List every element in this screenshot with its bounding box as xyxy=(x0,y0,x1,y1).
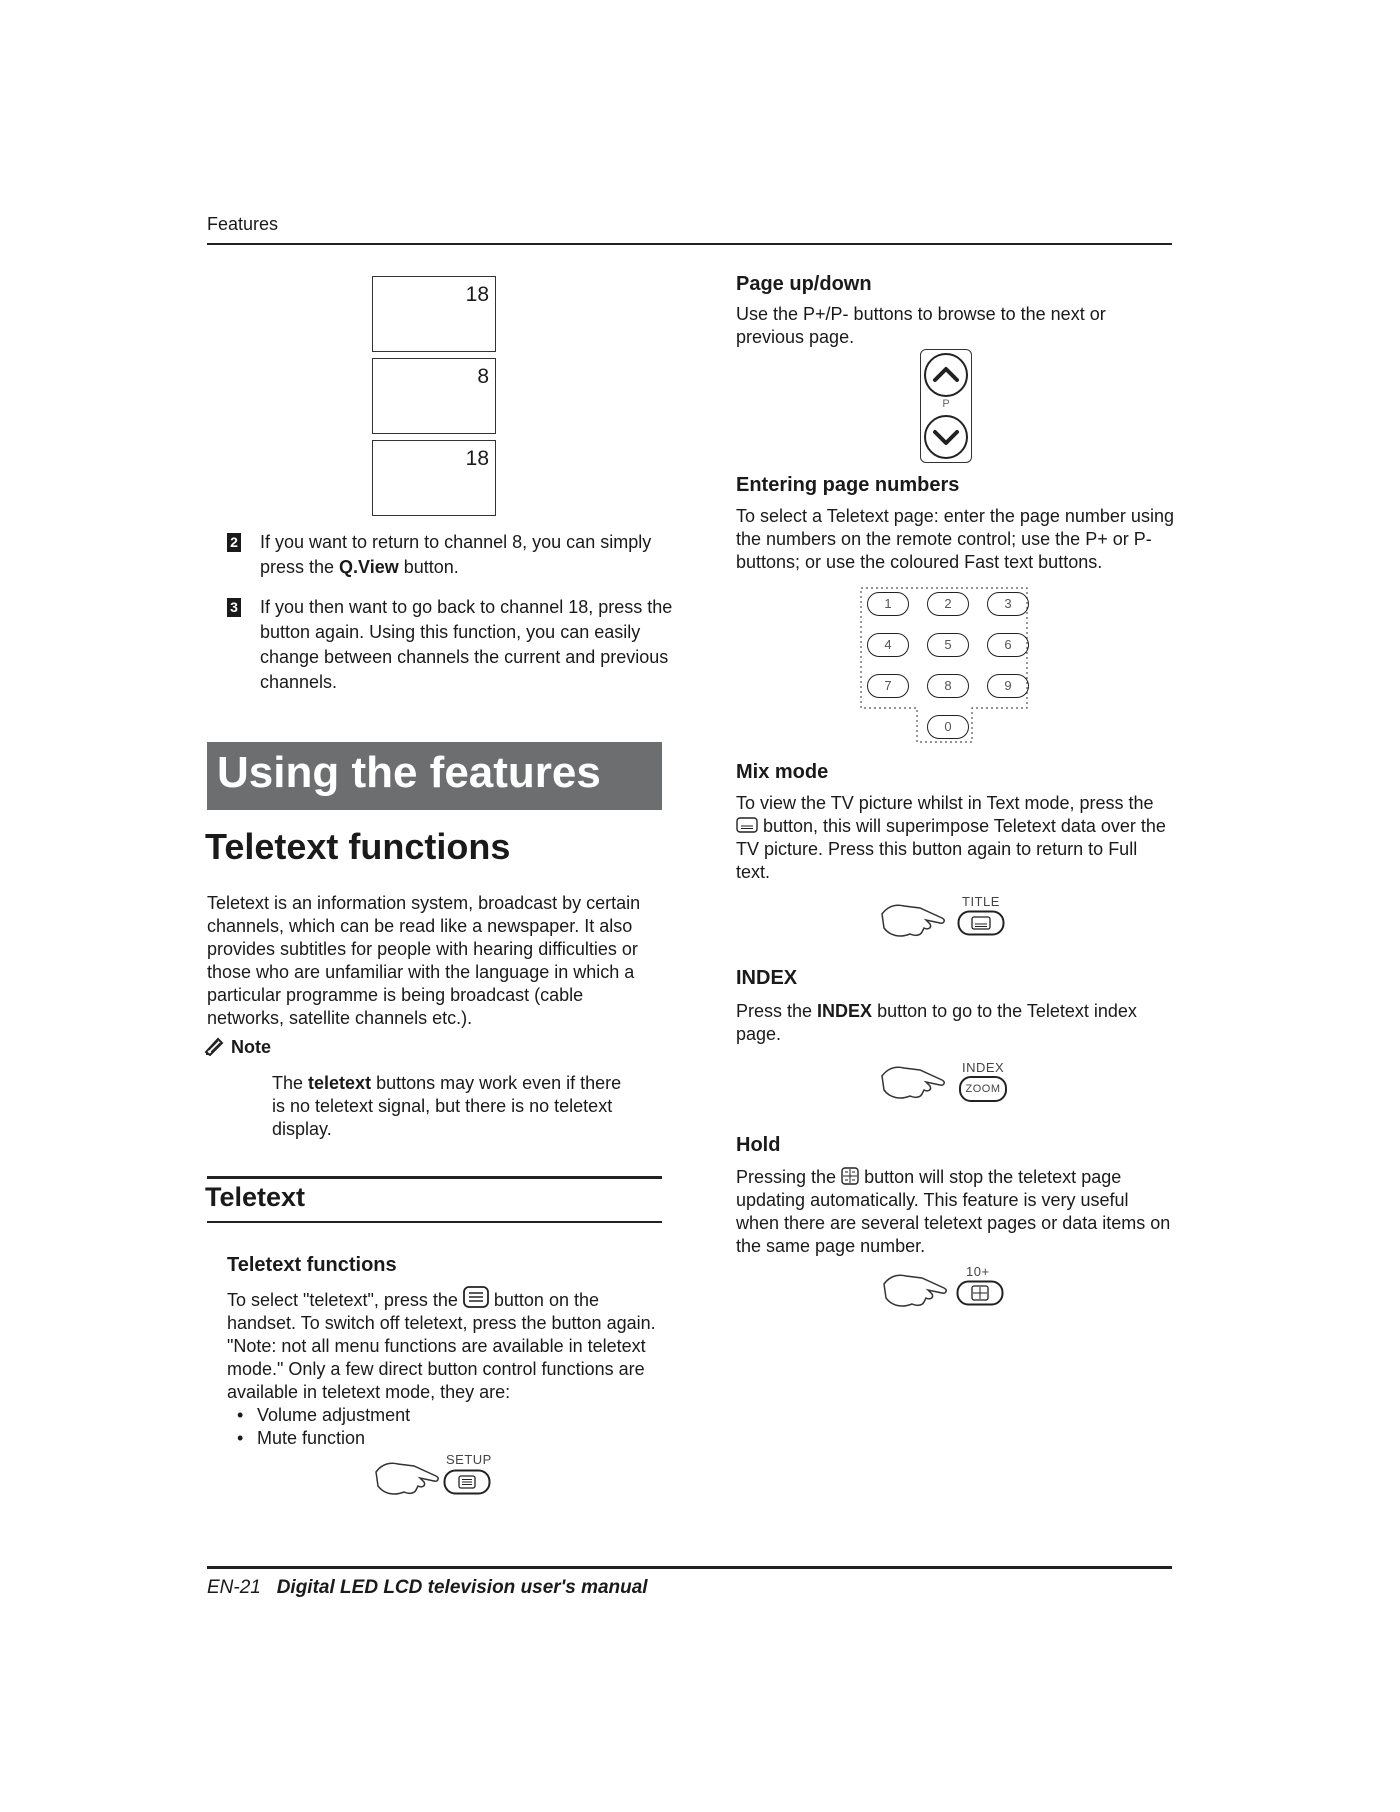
keypad-key-4: 4 xyxy=(867,633,909,657)
teletext-button-icon xyxy=(443,1469,491,1495)
teletext-icon xyxy=(463,1286,489,1308)
keypad-key-0: 0 xyxy=(927,715,969,739)
list-item: • Volume adjustment xyxy=(227,1404,667,1427)
pointing-hand-icon xyxy=(880,1062,950,1106)
step-number: 2 xyxy=(227,533,241,552)
keypad-key-9: 9 xyxy=(987,674,1029,698)
hold-text: Pressing the button will stop the teletext page updating automatically. This feature is very useful when there are several teletext pages or data items on the same page number. xyxy=(736,1167,1171,1256)
running-header: Features xyxy=(207,214,279,234)
mix-icon xyxy=(736,817,758,833)
section-rule-bottom xyxy=(207,1221,662,1223)
step-text: If you then want to go back to channel 18, press the button again. Using this function, you can easily change between channels the current and previous channels. xyxy=(260,597,673,692)
channel-box-3 xyxy=(372,440,496,516)
entering-heading: Entering page numbers xyxy=(736,474,960,496)
section-heading: Teletext xyxy=(205,1182,306,1212)
index-text: Press the INDEX button to go to the Teletext index page. xyxy=(736,1001,1137,1044)
note-heading xyxy=(204,1036,271,1058)
button-label: INDEX xyxy=(962,1060,1005,1075)
page-updown-heading: Page up/down xyxy=(736,273,872,295)
header-rule xyxy=(207,243,1172,245)
note-body: The teletext buttons may work even if there is no teletext signal, but there is no teletext display. xyxy=(272,1073,622,1139)
hold-button-illustration xyxy=(882,1264,1012,1326)
banner-title: Using the features xyxy=(217,748,601,797)
list-item: • Mute function xyxy=(227,1427,667,1450)
button-label: SETUP xyxy=(446,1452,492,1467)
subsection-body: To select "teletext", press the button on the handset. To switch off teletext, press the button again. "Note: not all menu functions are available in teletext mode." Only a few direct button control functions are available in teletext mode, they are: • Volume adjustment • Mute function xyxy=(227,1286,667,1450)
number-keypad xyxy=(857,586,1031,734)
note-label: Note xyxy=(231,1037,272,1057)
button-label: 10+ xyxy=(966,1264,990,1279)
hold-button-icon xyxy=(956,1280,1004,1306)
p-label: P xyxy=(942,398,950,410)
section-rule-top xyxy=(207,1176,662,1179)
step-number: 3 xyxy=(227,598,241,617)
section-banner xyxy=(207,742,662,810)
bullet-list xyxy=(227,1404,667,1450)
keypad-key-1: 1 xyxy=(867,592,909,616)
channel-box-1 xyxy=(372,276,496,352)
subsection-heading: Teletext functions xyxy=(227,1254,397,1276)
setup-button-illustration xyxy=(374,1452,504,1508)
pencil-icon xyxy=(204,1036,226,1056)
keypad-key-6: 6 xyxy=(987,633,1029,657)
footer-rule xyxy=(207,1566,1172,1569)
step-text: If you want to return to channel 8, you can simply press the Q.View button. xyxy=(260,532,652,577)
pointing-hand-icon xyxy=(882,1270,952,1314)
page-updown-text: Use the P+/P- buttons to browse to the next or previous page. xyxy=(736,304,1106,347)
channel-number: 18 xyxy=(465,447,489,470)
channel-number: 18 xyxy=(465,283,489,306)
step-2 xyxy=(227,530,677,580)
zoom-button: ZOOM xyxy=(959,1076,1007,1102)
keypad-key-2: 2 xyxy=(927,592,969,616)
keypad-key-7: 7 xyxy=(867,674,909,698)
pointing-hand-icon xyxy=(880,900,950,944)
manual-title: Digital LED LCD television user's manual xyxy=(276,1577,648,1598)
channel-number: 8 xyxy=(477,365,489,388)
index-heading: INDEX xyxy=(736,967,798,989)
mix-button-icon xyxy=(957,910,1005,936)
pointing-hand-icon xyxy=(374,1458,444,1502)
footer xyxy=(207,1577,648,1599)
step-3 xyxy=(227,595,677,695)
page-title: Teletext functions xyxy=(205,826,511,867)
index-button-illustration xyxy=(880,1062,1010,1118)
keypad-key-5: 5 xyxy=(927,633,969,657)
keypad-key-8: 8 xyxy=(927,674,969,698)
entering-text: To select a Teletext page: enter the page number using the numbers on the remote control; use the P+ or P- buttons; or use the coloured Fast text buttons. xyxy=(736,506,1174,572)
p-rocker-illustration xyxy=(920,349,972,463)
keypad-key-3: 3 xyxy=(987,592,1029,616)
channel-box-2 xyxy=(372,358,496,434)
page-number: EN-21 xyxy=(207,1577,261,1598)
hold-heading: Hold xyxy=(736,1134,781,1156)
hold-icon xyxy=(841,1167,859,1185)
button-label: TITLE xyxy=(962,894,1000,909)
mix-text: To view the TV picture whilst in Text mode, press the button, this will superimpose Teletext data over the TV picture. Press this button again to return to Full text. xyxy=(736,793,1166,882)
mix-heading: Mix mode xyxy=(736,761,829,783)
intro-paragraph: Teletext is an information system, broadcast by certain channels, which can be read like a newspaper. It also provides subtitles for people with hearing difficulties or those who are unfamiliar with the language in which a particular programme is being broadcast (cable networks, satellite channels etc.). xyxy=(207,893,641,1028)
title-button-illustration xyxy=(880,894,1010,956)
